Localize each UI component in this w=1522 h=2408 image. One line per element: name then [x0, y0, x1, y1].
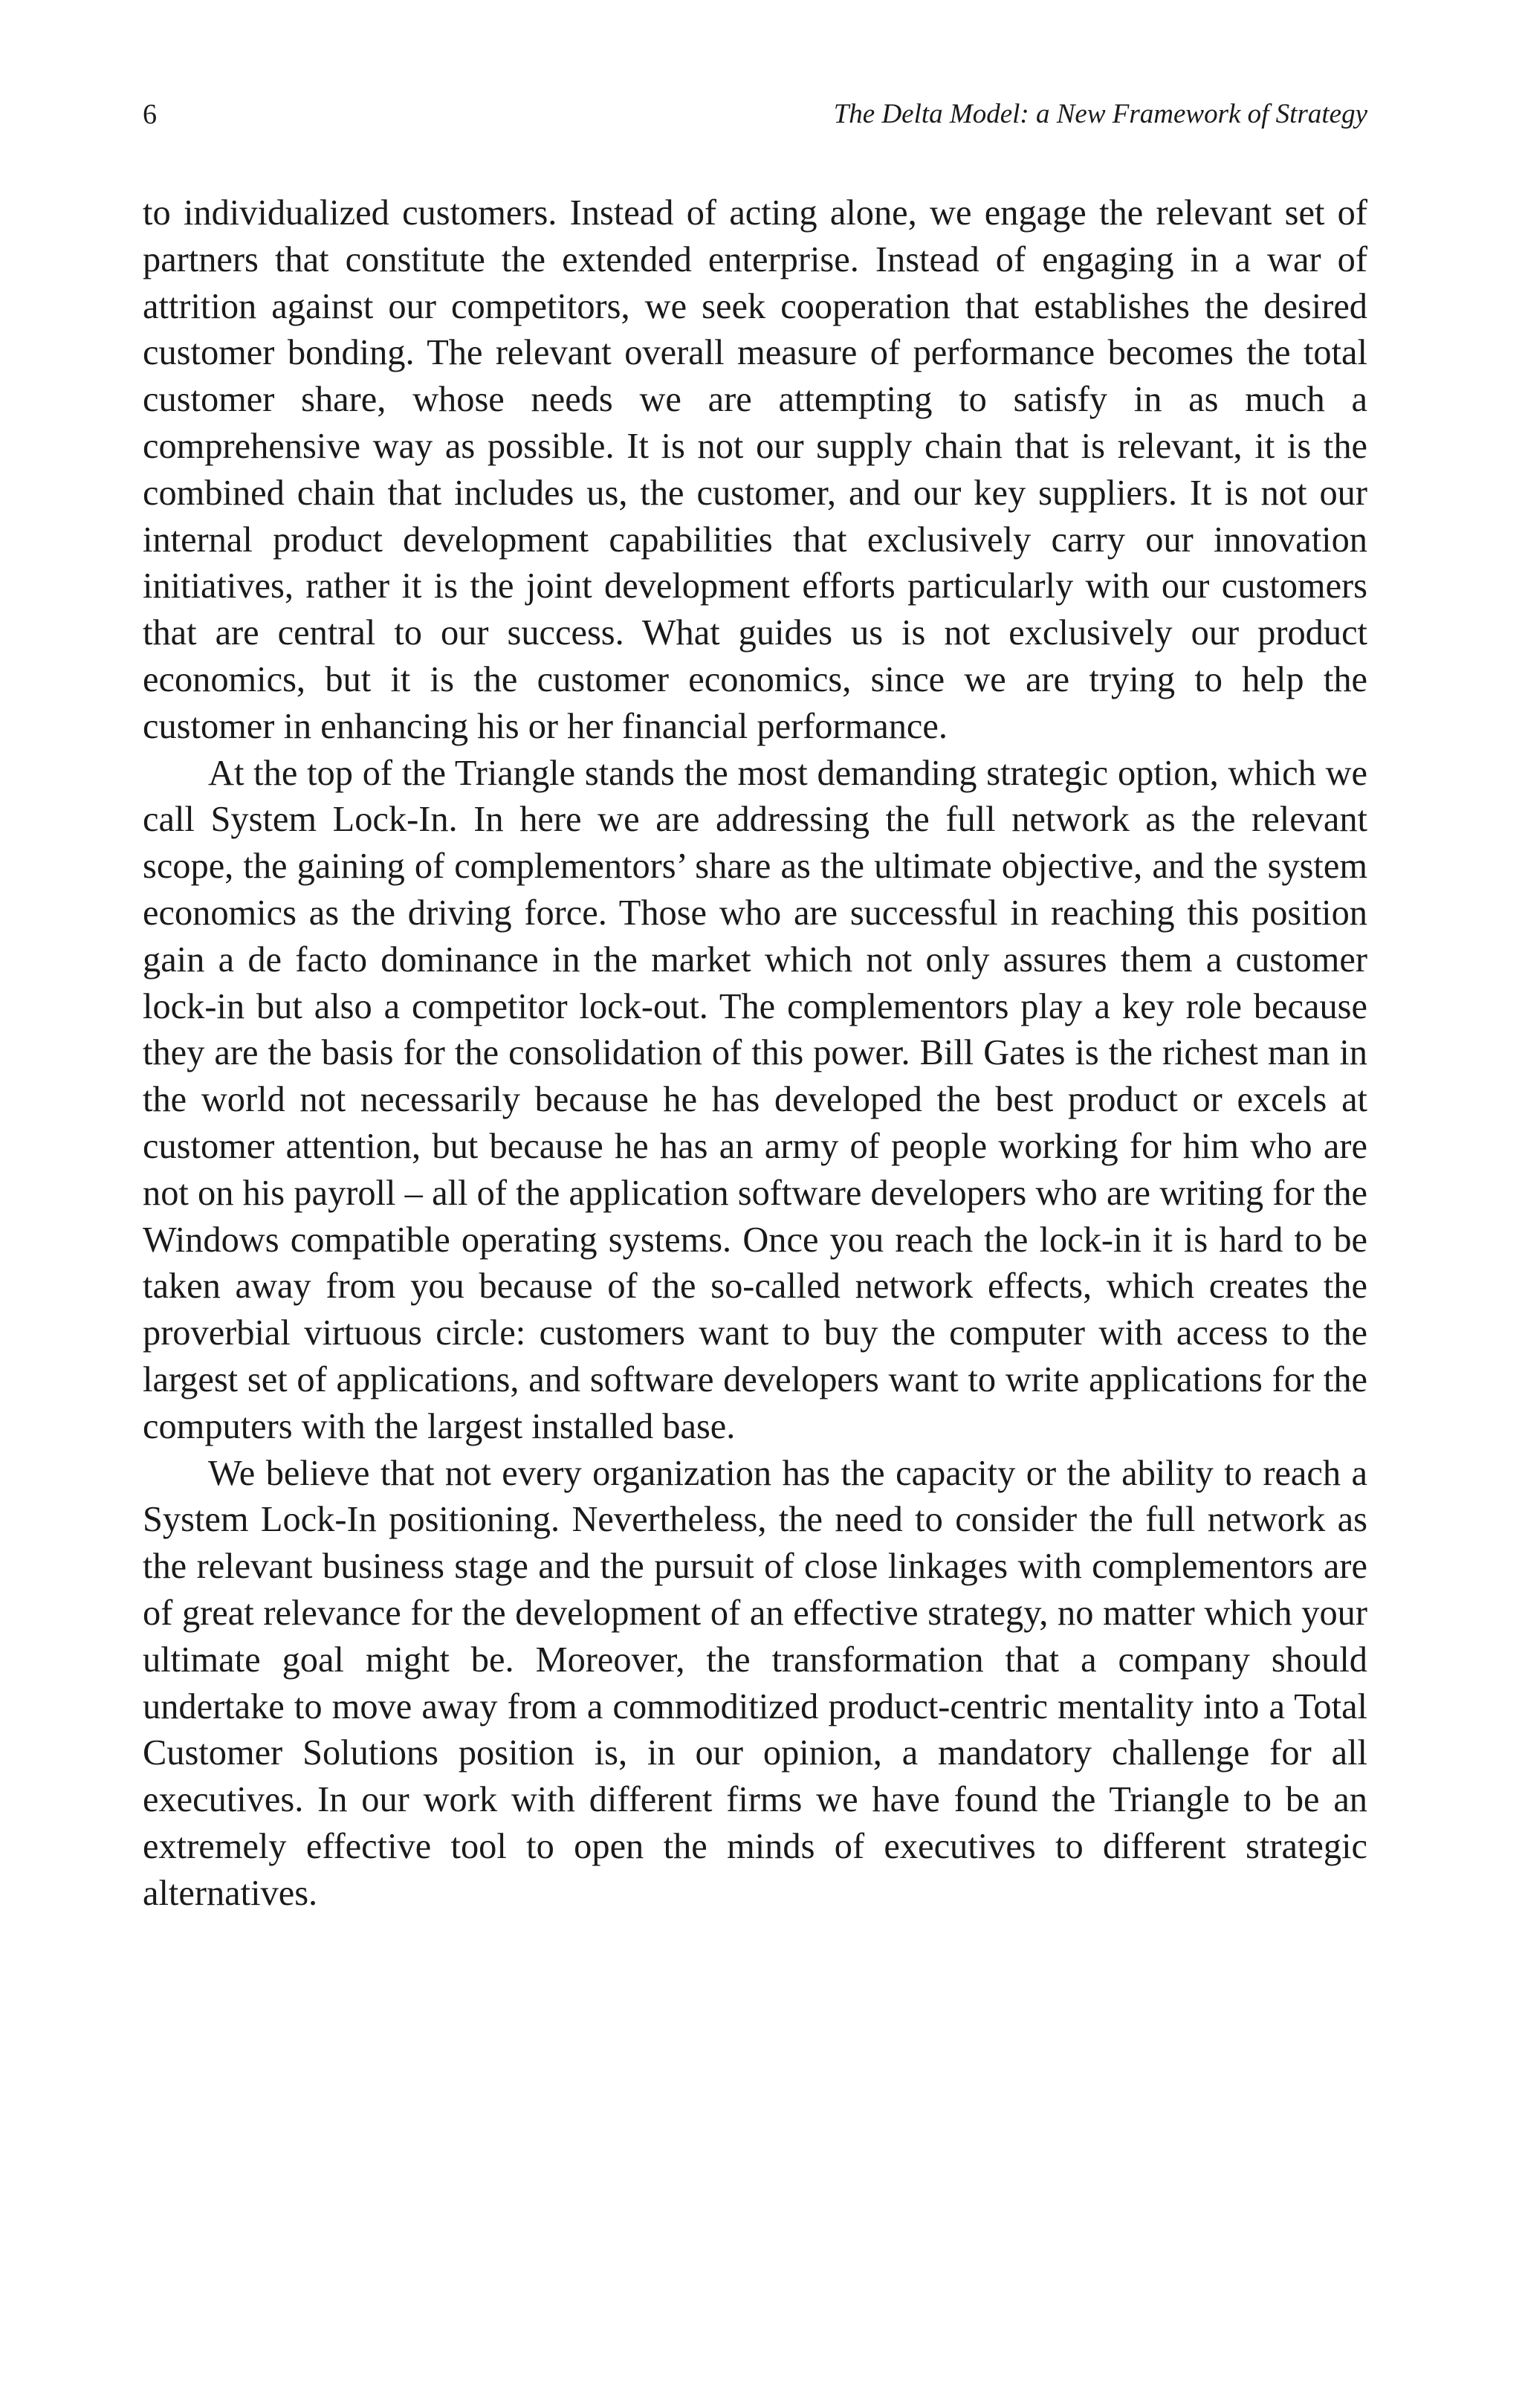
paragraph-continued: to individualized customers. Instead of acting alone, we engage the relevant set of partners that constitute the extended enterprise. Instead of engaging in a war of attrition against our competitors, we seek cooperation that establishes the desired customer bonding. The relevant overall measure of performance becomes the total customer share, whose needs we are attempting to satisfy in as much a comprehensive way as possible. It is not our supply chain that is relevant, it is the combined chain that includes us, the customer, and our key suppliers. It is not our internal product development capabilities that exclusively carry our innovation initiatives, rather it is the joint development efforts particularly with our customers that are central to our success. What guides us is not exclusively our product economics, but it is the customer economics, since we are trying to help the customer in enhancing his or her financial performance. — [143, 193, 1367, 746]
body-text — [143, 190, 1367, 1917]
page-number: 6 — [143, 99, 157, 130]
page-header — [143, 95, 1367, 140]
running-title: The Delta Model: a New Framework of Strategy — [833, 99, 1367, 129]
paragraph-conclusion: We believe that not every organization has the capacity or the ability to reach a System Lock-In positioning. Nevertheless, the need to consider the full network as the relevant business stage and the pursuit of close linkages with complementors are of great relevance for the development of an effective strategy, no matter which your ultimate goal might be. Moreover, the transformation that a company should undertake to move away from a commoditized product-centric mentality into a Total Customer Solutions position is, in our opinion, a mandatory challenge for all executives. In our work with different firms we have found the Triangle to be an extremely effective tool to open the minds of executives to different strategic alternatives. — [143, 1453, 1367, 1913]
paragraph-system-lock-in: At the top of the Triangle stands the most demanding strategic option, which we call System Lock-In. In here we are addressing the full network as the relevant scope, the gaining of complementors’ share as the ultimate objective, and the system economics as the driving force. Those who are successful in reaching this position gain a de facto dominance in the market which not only assures them a customer lock-in but also a competitor lock-out. The complementors play a key role because they are the basis for the consolidation of this power. Bill Gates is the richest man in the world not necessarily because he has developed the best product or excels at customer attention, but because he has an army of people working for him who are not on his payroll – all of the application software developers who are writing for the Windows compatible operating systems. Once you reach the lock-in it is hard to be taken away from you because of the so-called network effects, which creates the proverbial virtuous circle: customers want to buy the computer with access to the largest set of applications, and software developers want to write applications for the computers with the largest installed base. — [143, 753, 1367, 1446]
